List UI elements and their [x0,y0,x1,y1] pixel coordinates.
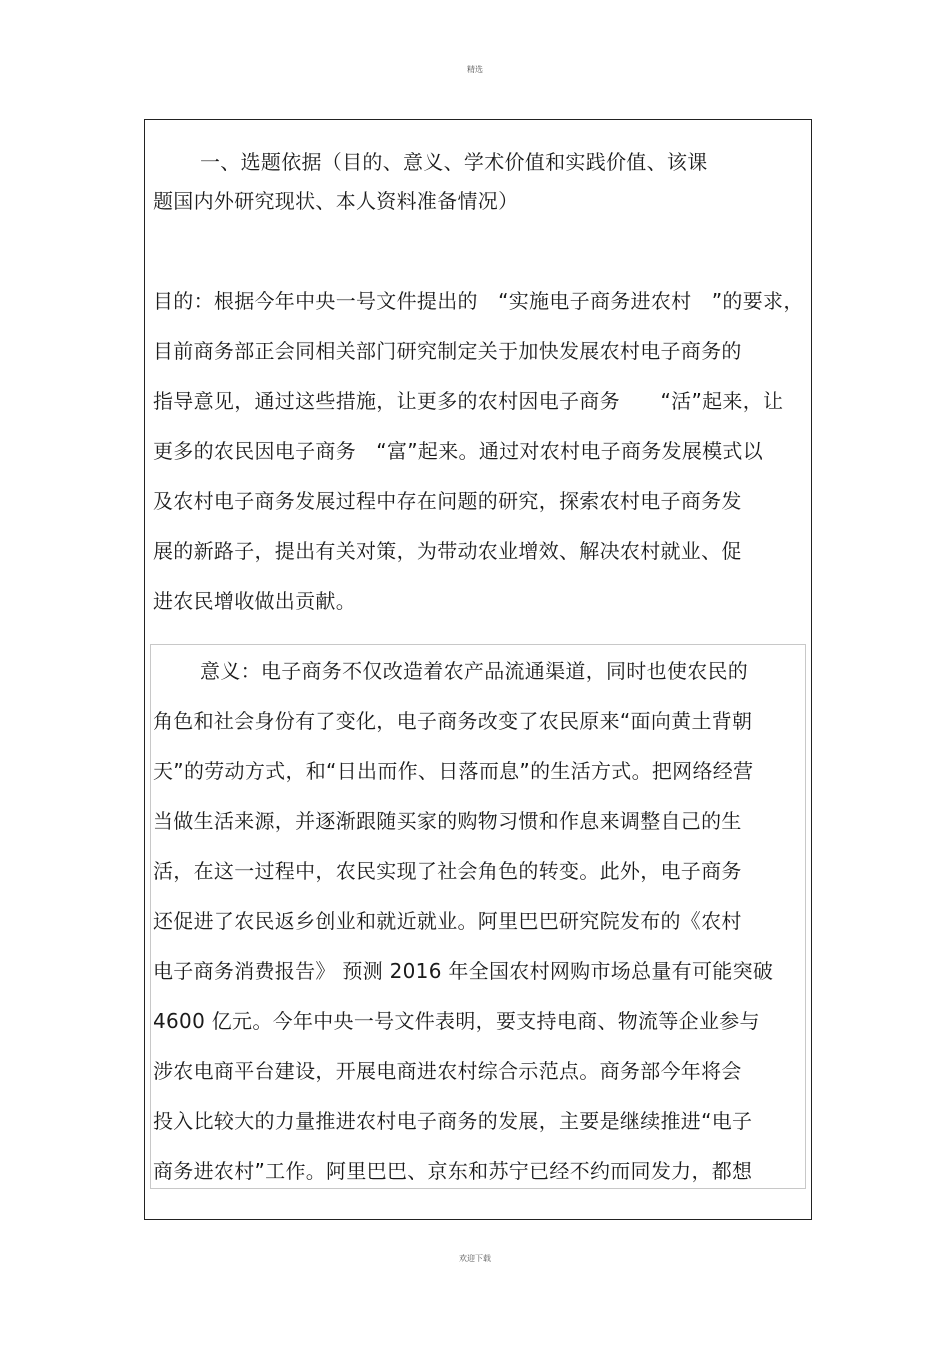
section-title-line-1: 一、选题依据（目的、意义、学术价值和实践价值、该课 [200,150,708,174]
purpose-line: 指导意见，通过这些措施，让更多的农村因电子商务 “活”起来，让 [153,389,784,413]
significance-line: 意义：电子商务不仅改造着农产品流通渠道，同时也使农民的 [200,659,749,683]
header-mark: 精选 [467,65,483,74]
purpose-line: 目前商务部正会同相关部门研究制定关于加快发展农村电子商务的 [153,339,742,363]
significance-line: 涉农电商平台建设，开展电商进农村综合示范点。商务部今年将会 [153,1059,742,1083]
significance-line: 角色和社会身份有了变化，电子商务改变了农民原来“面向黄土背朝 [153,709,753,733]
significance-line: 商务进农村”工作。阿里巴巴、京东和苏宁已经不约而同发力，都想 [153,1159,753,1183]
significance-line: 还促进了农民返乡创业和就近就业。阿里巴巴研究院发布的《农村 [153,909,742,933]
significance-line: 电子商务消费报告》 预测 2016 年全国农村网购市场总量有可能突破 [153,959,774,983]
significance-line: 天”的劳动方式，和“日出而作、日落而息”的生活方式。把网络经营 [153,759,754,783]
purpose-line: 进农民增收做出贡献。 [153,589,356,613]
section-title-line-2: 题国内外研究现状、本人资料准备情况） [153,189,519,213]
significance-line: 4600 亿元。今年中央一号文件表明，要支持电商、物流等企业参与 [153,1009,760,1033]
significance-line: 投入比较大的力量推进农村电子商务的发展，主要是继续推进“电子 [153,1109,753,1133]
purpose-line: 展的新路子，提出有关对策，为带动农业增效、解决农村就业、促 [153,539,742,563]
purpose-line: 目的：根据今年中央一号文件提出的 “实施电子商务进农村 ”的要求， [153,289,804,313]
footer-mark: 欢迎下载 [459,1254,491,1263]
purpose-line: 更多的农民因电子商务 “富”起来。通过对农村电子商务发展模式以 [153,439,764,463]
purpose-line: 及农村电子商务发展过程中存在问题的研究，探索农村电子商务发 [153,489,742,513]
significance-line: 活，在这一过程中，农民实现了社会角色的转变。此外，电子商务 [153,859,742,883]
significance-line: 当做生活来源，并逐渐跟随买家的购物习惯和作息来调整自己的生 [153,809,742,833]
